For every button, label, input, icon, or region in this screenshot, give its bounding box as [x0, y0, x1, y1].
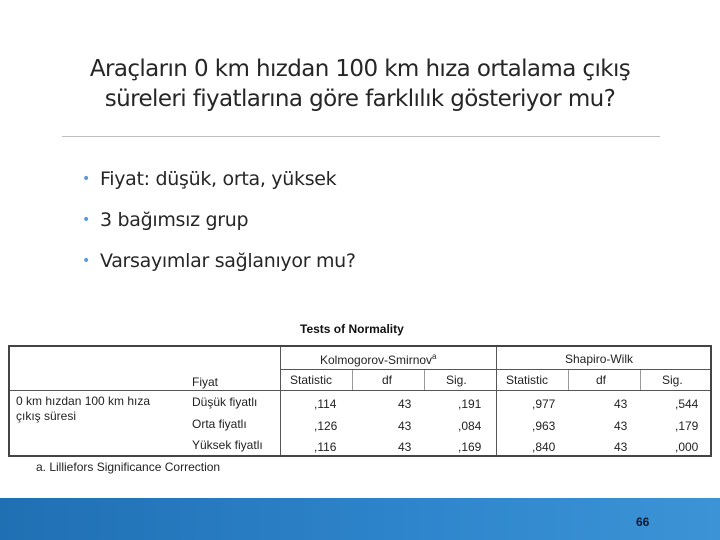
- table-title: Tests of Normality: [300, 322, 404, 336]
- bullet-list: [82, 166, 356, 289]
- table-divider: [568, 370, 569, 390]
- table-cell: 43: [614, 440, 628, 454]
- col-header: df: [382, 373, 393, 387]
- row-label: Yüksek fiyatlı: [192, 438, 263, 452]
- page-number: 66: [636, 515, 650, 529]
- table-divider: [280, 369, 710, 370]
- bullet-dot-icon: •: [82, 212, 90, 228]
- row-label: Orta fiyatlı: [192, 417, 247, 431]
- bullet-item: [82, 166, 356, 195]
- table-footnote: a. Lilliefors Significance Correction: [36, 460, 221, 474]
- table-cell: 43: [398, 440, 412, 454]
- table-cell: ,977: [532, 397, 556, 411]
- col-header: Statistic: [506, 373, 549, 387]
- table-cell: ,179: [675, 419, 699, 433]
- table-cell: ,840: [532, 440, 556, 454]
- table-cell: ,169: [458, 440, 482, 454]
- slide-title-line1: Araçların 0 km hızdan 100 km hıza ortalama çıkış: [89, 56, 631, 82]
- col-header: Sig.: [446, 373, 467, 387]
- bullet-text: Varsayımlar sağlanıyor mu?: [99, 250, 356, 272]
- table-cell: ,114: [314, 397, 337, 411]
- ks-group-header: Kolmogorov-Smirnov$^a$: [320, 352, 437, 367]
- table-divider: [10, 390, 710, 391]
- variable-label-line2: çıkış süresi: [16, 409, 77, 423]
- table-cell: 43: [398, 419, 412, 433]
- table-divider: [640, 370, 641, 390]
- footer-bar: [0, 498, 720, 540]
- table-cell: ,191: [458, 397, 482, 411]
- table-cell: 43: [614, 397, 628, 411]
- table-divider: [280, 347, 281, 455]
- bullet-text: 3 bağımsız grup: [99, 209, 249, 231]
- variable-label-line1: 0 km hızdan 100 km hıza: [16, 394, 151, 408]
- table-divider: [424, 370, 425, 390]
- slide-title-line2: süreleri fiyatlarına göre farklılık gösteriyor mu?: [104, 86, 616, 112]
- table-cell: ,084: [458, 419, 482, 433]
- factor-label: Fiyat: [192, 375, 219, 389]
- table-cell: ,116: [314, 440, 337, 454]
- bullet-text: Fiyat: düşük, orta, yüksek: [99, 168, 337, 190]
- bullet-item: [82, 248, 356, 277]
- table-cell: ,963: [532, 419, 556, 433]
- table-cell: ,000: [675, 440, 699, 454]
- table-divider: [496, 347, 497, 455]
- col-header: Sig.: [662, 373, 683, 387]
- table-cell: 43: [398, 397, 412, 411]
- slide-title: [40, 54, 680, 114]
- normality-table: [8, 345, 712, 457]
- sw-group-header: Shapiro-Wilk: [565, 352, 634, 366]
- table-cell: ,544: [675, 397, 699, 411]
- bullet-item: [82, 207, 356, 236]
- table-divider: [352, 370, 353, 390]
- table-cell: 43: [614, 419, 628, 433]
- bullet-dot-icon: •: [82, 253, 90, 269]
- col-header: df: [596, 373, 607, 387]
- bullet-dot-icon: •: [82, 171, 90, 187]
- row-label: Düşük fiyatlı: [192, 395, 258, 409]
- title-divider: [62, 136, 660, 137]
- col-header: Statistic: [290, 373, 333, 387]
- table-cell: ,126: [314, 419, 338, 433]
